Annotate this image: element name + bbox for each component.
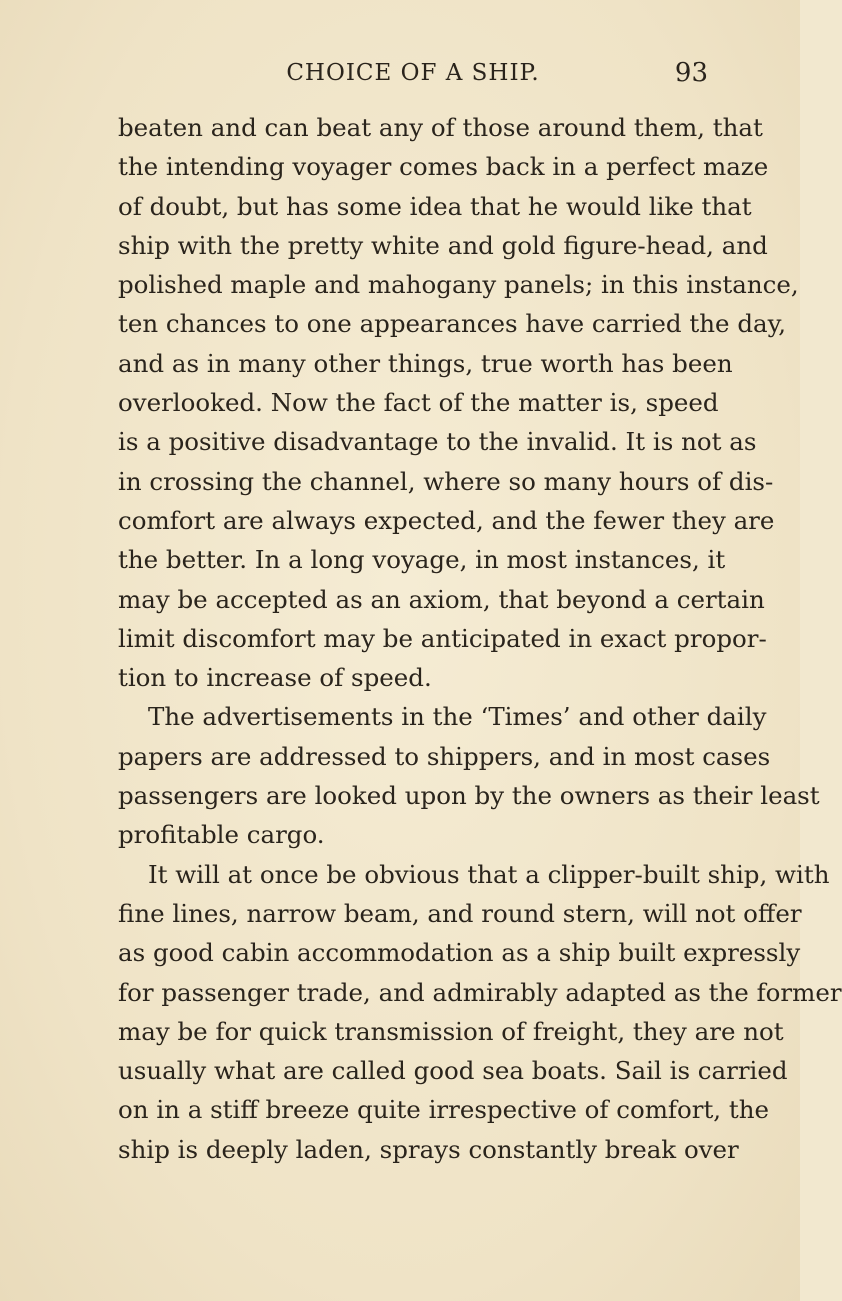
text-line: may be accepted as an axiom, that beyond a certain	[118, 584, 765, 614]
page-number: 93	[674, 58, 708, 88]
text-line: ten chances to one appearances have carried the day,	[118, 309, 786, 339]
text-line: and as in many other things, true worth has been	[118, 348, 733, 378]
text-line: as good cabin accommodation as a ship built expressly	[118, 938, 801, 968]
text-line: comfort are always expected, and the fewer they are	[118, 505, 775, 535]
body-text	[118, 108, 842, 1169]
text-line: on in a stiff breeze quite irrespective of comfort, the	[118, 1095, 770, 1125]
text-line: passengers are looked upon by the owners as their least	[118, 781, 820, 811]
text-line: the better. In a long voyage, in most instances, it	[118, 545, 726, 575]
text-line: the intending voyager comes back in a perfect maze	[118, 152, 769, 182]
text-line: in crossing the channel, where so many hours of dis-	[118, 466, 774, 496]
text-line: may be for quick transmission of freight, they are not	[118, 1016, 784, 1046]
text-line: fine lines, narrow beam, and round stern, will not offer	[118, 898, 802, 928]
running-title: CHOICE OF A SHIP.	[286, 60, 540, 86]
text-line: papers are addressed to shippers, and in most cases	[118, 741, 771, 771]
text-line: profitable cargo.	[118, 820, 325, 850]
page-header	[118, 56, 708, 92]
text-line: limit discomfort may be anticipated in exact propor-	[118, 623, 767, 653]
text-line: is a positive disadvantage to the invalid. It is not as	[118, 427, 757, 457]
text-line: for passenger trade, and admirably adapted as the former	[118, 977, 842, 1007]
text-line: of doubt, but has some idea that he would like that	[118, 191, 752, 221]
text-line: tion to increase of speed.	[118, 663, 432, 693]
text-line: beaten and can beat any of those around them, that	[118, 113, 763, 142]
text-line: ship with the pretty white and gold figure-head, and	[118, 230, 768, 260]
text-line: ship is deeply laden, sprays constantly break over	[118, 1134, 739, 1164]
text-line: usually what are called good sea boats. Sail is carried	[118, 1056, 788, 1086]
text-line: polished maple and mahogany panels; in this instance,	[118, 270, 799, 300]
text-line: It will at once be obvious that a clipper-built ship, with	[148, 859, 830, 889]
text-line: The advertisements in the ‘Times’ and other daily	[148, 702, 767, 732]
text-line: overlooked. Now the fact of the matter is, speed	[118, 388, 719, 418]
